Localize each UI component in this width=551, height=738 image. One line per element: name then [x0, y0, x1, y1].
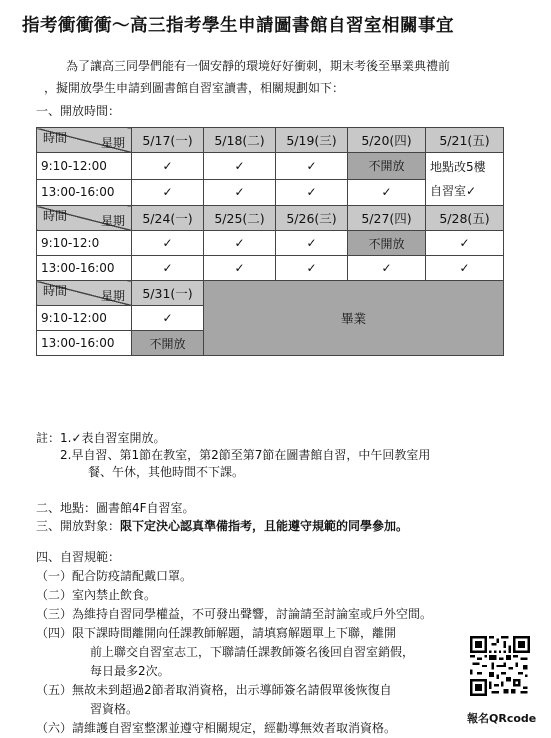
friday-note-line-2: 自習室✓ — [430, 184, 477, 198]
date-cell: 5/25(二) — [204, 206, 276, 231]
table-header-row — [37, 128, 504, 153]
rule-item-continuation: 每日最多2次。 — [90, 664, 170, 678]
date-cell: 5/26(三) — [276, 206, 348, 231]
note-2-line-2: 餐、午休，其他時間不下課。 — [88, 465, 245, 479]
status-cell: ✓ — [132, 231, 204, 256]
eligibility-prefix: 三、開放對象： — [36, 519, 121, 533]
friday-location-note — [426, 153, 504, 206]
date-cell: 5/17(一) — [132, 128, 204, 153]
page-title: 指考衝衝衝～高三指考學生申請圖書館自習室相關事宜 — [22, 16, 454, 36]
table-notes — [36, 430, 430, 481]
status-cell: ✓ — [204, 256, 276, 281]
table-header-row — [37, 206, 504, 231]
time-slot-cell: 9:10-12:0 — [37, 231, 132, 256]
date-cell: 5/28(五) — [426, 206, 504, 231]
rule-item: （四）限下課時間離開向任課教師解題，請填寫解題單上下聯，離開 — [36, 626, 397, 640]
status-cell: ✓ — [276, 153, 348, 180]
status-cell: ✓ — [276, 179, 348, 206]
friday-note-line-1: 地點改5樓 — [430, 160, 486, 174]
header-time-label: 時間 — [43, 209, 68, 223]
header-week-label: 星期 — [100, 214, 125, 228]
note-1: 註：1.✓表自習室開放。 — [36, 431, 166, 445]
status-cell: ✓ — [132, 179, 204, 206]
time-slot-cell: 13:00-16:00 — [37, 179, 132, 206]
status-cell-closed: 不開放 — [348, 153, 426, 180]
rules-heading: 四、自習規範： — [36, 550, 121, 564]
status-cell-closed: 不開放 — [132, 331, 204, 356]
date-cell: 5/20(四) — [348, 128, 426, 153]
date-cell: 5/21(五) — [426, 128, 504, 153]
rule-item: （一）配合防疫請配戴口罩。 — [36, 569, 193, 583]
header-diagonal-cell — [37, 128, 132, 153]
graduation-merged-cell: 畢業 — [204, 281, 504, 356]
status-cell-closed: 不開放 — [348, 231, 426, 256]
intro-line-2: ，擬開放學生申請到圖書館自習室讀書，相關規劃如下： — [44, 81, 345, 95]
status-cell: ✓ — [426, 231, 504, 256]
section-location: 二、地點：圖書館4F自習室。 — [36, 501, 195, 515]
rule-item: （六）請維護自習室整潔並遵守相關規定，經勸導無效者取消資格。 — [36, 721, 397, 735]
table-row — [37, 153, 504, 180]
header-time-label: 時間 — [43, 131, 68, 145]
rule-item: （五）無故未到超過2節者取消資格，出示導師簽名請假單後恢復自 — [36, 683, 392, 697]
table-header-row — [37, 281, 504, 306]
header-diagonal-cell — [37, 281, 132, 306]
date-cell: 5/19(三) — [276, 128, 348, 153]
rule-item-continuation: 習資格。 — [90, 702, 139, 716]
status-cell: ✓ — [204, 179, 276, 206]
status-cell: ✓ — [426, 256, 504, 281]
header-week-label: 星期 — [100, 136, 125, 150]
time-slot-cell: 9:10-12:00 — [37, 306, 132, 331]
intro-line-1: 為了讓高三同學們能有一個安靜的環境好好衝刺，期末考後至畢業典禮前 — [66, 59, 451, 73]
rule-item: （三）為維持自習同學權益，不可發出聲響，討論請至討論室或戶外空間。 — [36, 607, 433, 621]
rule-item-continuation: 前上聯交自習室志工，下聯請任課教師簽名後回自習室銷假， — [90, 645, 415, 659]
date-cell: 5/24(一) — [132, 206, 204, 231]
status-cell: ✓ — [204, 231, 276, 256]
note-2-line-1: 2.早自習、第1節在教室，第2節至第7節在圖書館自習，中午回教室用 — [60, 448, 431, 462]
status-cell: ✓ — [276, 256, 348, 281]
rule-item: （二）室內禁止飲食。 — [36, 588, 157, 602]
date-cell: 5/18(二) — [204, 128, 276, 153]
status-cell: ✓ — [204, 153, 276, 180]
time-slot-cell: 13:00-16:00 — [37, 331, 132, 356]
time-slot-cell: 9:10-12:00 — [37, 153, 132, 180]
study-rules — [36, 548, 432, 738]
location-and-eligibility — [36, 499, 408, 535]
date-cell: 5/31(一) — [132, 281, 204, 306]
section-open-hours-heading: 一、開放時間： — [36, 104, 121, 118]
table-row — [37, 231, 504, 256]
schedule-table — [36, 127, 504, 356]
header-time-label: 時間 — [43, 284, 68, 298]
eligibility-bold-text: 限下定決心認真準備指考，且能遵守規範的同學參加。 — [120, 519, 409, 533]
status-cell: ✓ — [132, 153, 204, 180]
time-slot-cell: 13:00-16:00 — [37, 256, 132, 281]
status-cell: ✓ — [348, 179, 426, 206]
header-week-label: 星期 — [100, 289, 125, 303]
date-cell: 5/27(四) — [348, 206, 426, 231]
section-eligibility — [36, 517, 408, 535]
status-cell: ✓ — [132, 256, 204, 281]
qrcode-label: 報名QRcode — [467, 712, 537, 725]
status-cell: ✓ — [132, 306, 204, 331]
status-cell: ✓ — [276, 231, 348, 256]
table-row — [37, 256, 504, 281]
intro-paragraph — [44, 55, 524, 99]
header-diagonal-cell — [37, 206, 132, 231]
registration-qrcode-icon[interactable] — [470, 636, 530, 696]
status-cell: ✓ — [348, 256, 426, 281]
